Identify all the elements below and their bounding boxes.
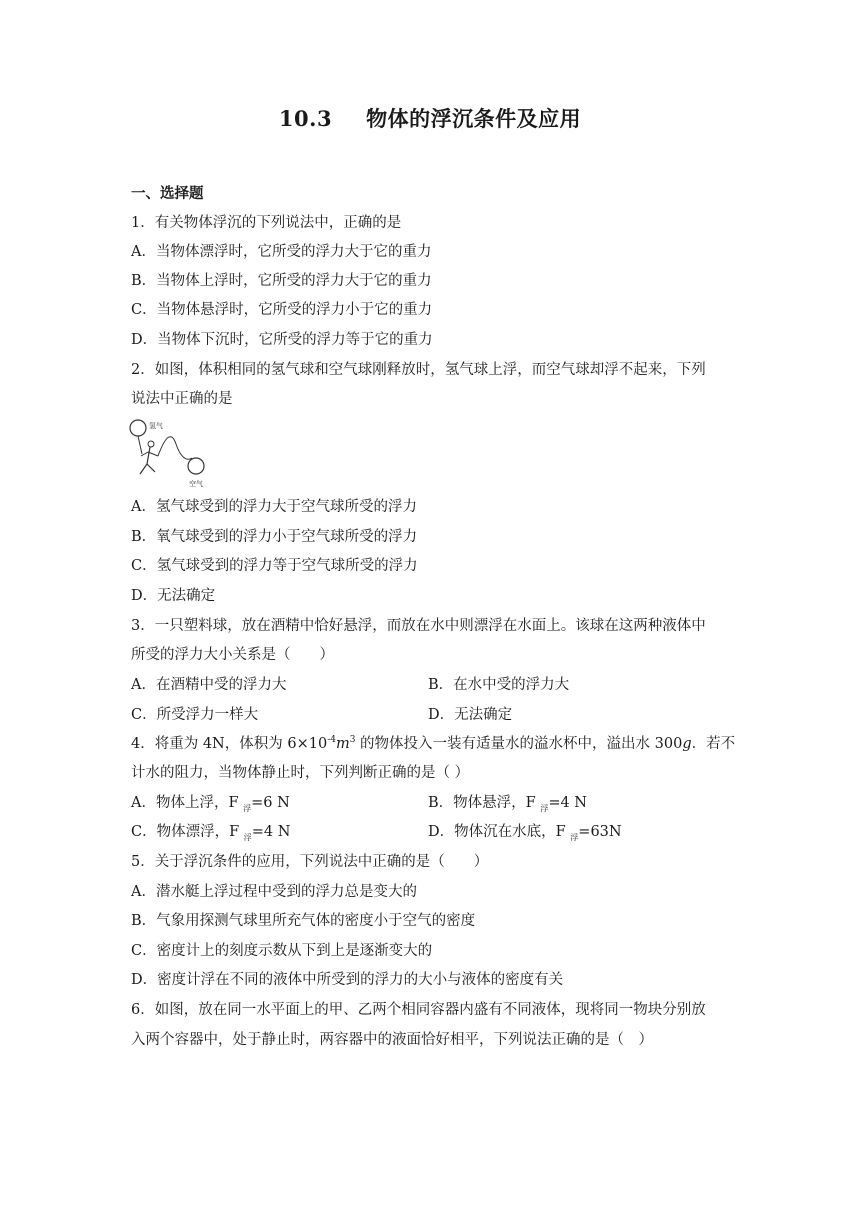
question-3-option-c: C．所受浮力一样大: [131, 707, 259, 723]
question-5-option-c: C．密度计上的刻度示数从下到上是逐渐变大的: [131, 943, 433, 959]
question-3-option-b: B．在水中受的浮力大: [428, 677, 570, 693]
question-5-option-d: D．密度计浮在不同的液体中所受到的浮力的大小与液体的密度有关: [131, 972, 564, 988]
question-4-option-c: [131, 822, 290, 842]
question-2-stem-line-2: 说法中正确的是: [131, 391, 233, 407]
question-4-stem-line-1: [131, 734, 735, 754]
question-1-option-a: A．当物体漂浮时，它所受的浮力大于它的重力: [131, 244, 432, 260]
question-2-option-c: C．氢气球受到的浮力等于空气球所受的浮力: [131, 558, 418, 574]
q4a-val: =6 N: [251, 795, 290, 811]
q4d-pre: D．物体沉在水底，F: [428, 824, 571, 840]
q4-exponent: -4: [327, 735, 336, 746]
q4-unit-g: g: [682, 736, 692, 752]
q4-text-a: 4．将重为 4N，体积为 6×10: [131, 736, 328, 752]
question-6-stem-line-1: 6．如图，放在同一水平面上的甲、乙两个相同容器内盛有不同液体，现将同一物块分别放: [131, 1002, 706, 1018]
question-4-stem-line-2: 计水的阻力，当物体静止时，下列判断正确的是（ ）: [131, 765, 470, 781]
q4c-pre: C．物体漂浮，F: [131, 824, 244, 840]
question-1-option-c: C．当物体悬浮时，它所受的浮力小于它的重力: [131, 302, 433, 318]
balloon-figure: [128, 414, 218, 494]
q4-text-c: ．若不: [691, 736, 736, 752]
q4-text-b: 的物体投入一装有适量水的溢水杯中，溢出水 300: [355, 736, 683, 752]
question-5-option-b: B．气象用探测气球里所充气体的密度小于空气的密度: [131, 913, 476, 929]
question-2-option-d: D．无法确定: [131, 588, 216, 604]
section-heading: 一、选择题: [131, 185, 204, 202]
page-title: [0, 103, 860, 133]
question-1-option-d: D．当物体下沉时，它所受的浮力等于它的重力: [131, 332, 433, 348]
question-3-stem-line-2: 所受的浮力大小关系是（ ）: [131, 647, 334, 663]
q4c-sub: 浮: [243, 832, 252, 842]
question-3-stem-line-1: 3．一只塑料球，放在酒精中恰好悬浮，而放在水中则漂浮在水面上。该球在这两种液体中: [131, 618, 706, 634]
q4a-sub: 浮: [243, 803, 252, 813]
question-1-option-b: B．当物体上浮时，它所受的浮力大于它的重力: [131, 273, 432, 289]
question-5-option-a: A．潜水艇上浮过程中受到的浮力总是变大的: [131, 884, 417, 900]
q4-unit: m: [335, 736, 350, 752]
question-4-option-a: [131, 793, 290, 813]
q4c-val: =4 N: [251, 824, 291, 840]
q4a-pre: A．物体上浮，F: [131, 795, 244, 811]
question-2-option-b: B．氧气球受到的浮力小于空气球所受的浮力: [131, 529, 418, 545]
question-3-option-a: A．在酒精中受的浮力大: [131, 677, 287, 693]
question-1-stem: 1．有关物体浮沉的下列说法中，正确的是: [131, 215, 402, 231]
q4-exponent-2: 3: [349, 735, 356, 746]
question-4-option-d: [428, 822, 622, 842]
section-number: 10.3: [278, 106, 333, 131]
question-5-stem: 5．关于浮沉条件的应用，下列说法中正确的是（ ）: [131, 854, 489, 870]
q4d-sub: 浮: [570, 832, 579, 842]
question-2-option-a: A．氢气球受到的浮力大于空气球所受的浮力: [131, 499, 417, 515]
air-label: 空气: [189, 480, 203, 488]
question-3-option-d: D．无法确定: [428, 707, 513, 723]
q4b-val: =4 N: [548, 795, 587, 811]
q4b-pre: B．物体悬浮，F: [428, 795, 541, 811]
q4d-val: =63N: [578, 824, 622, 840]
question-6-stem-line-2: 入两个容器中，处于静止时，两容器中的液面恰好相平，下列说法正确的是（ ）: [131, 1032, 653, 1048]
title-text: 物体的浮沉条件及应用: [366, 106, 582, 131]
question-4-option-b: [428, 793, 587, 813]
question-2-stem-line-1: 2．如图，体积相同的氢气球和空气球刚释放时，氢气球上浮，而空气球却浮不起来，下列: [131, 362, 706, 378]
q4b-sub: 浮: [540, 803, 549, 813]
hydrogen-label: 氢气: [149, 422, 163, 430]
